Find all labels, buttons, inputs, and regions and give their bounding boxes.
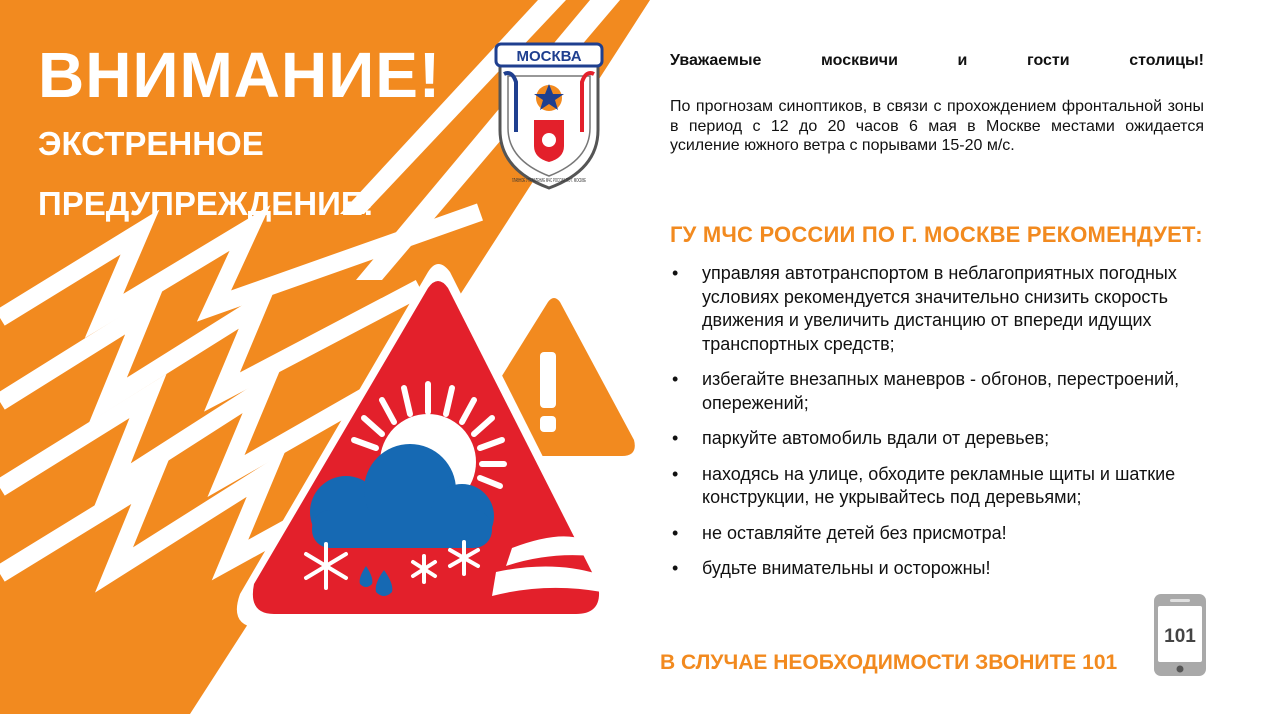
list-item	[670, 427, 1190, 451]
logo-banner-text: МОСКВА	[516, 48, 582, 65]
recommendations-title: ГУ МЧС РОССИИ ПО Г. МОСКВЕ РЕКОМЕНДУЕТ:	[670, 222, 1203, 247]
greeting-word: Уважаемые	[670, 52, 762, 69]
forecast-paragraph: По прогнозам синоптиков, в связи с прохождением фронтальной зоны в период с 12 до 20 часов 6 мая в Москве местами ожидается усиление южного ветра с порывами 15-20 м/с.	[670, 98, 1204, 154]
warning-heading: ПРЕДУПРЕЖДЕНИЕ!	[38, 185, 374, 222]
greeting-word: москвичи	[821, 52, 898, 69]
mchs-emblem-logo	[494, 42, 604, 192]
headline-block	[38, 40, 441, 230]
list-item	[670, 368, 1190, 415]
recommendations-list	[670, 262, 1190, 593]
logo-ring-text: ГЛАВНОЕ УПРАВЛЕНИЕ МЧС РОССИИ ПО Г. МОСКВЕ	[512, 178, 587, 184]
list-item-text: будьте внимательны и осторожны!	[702, 558, 991, 578]
list-item-text: не оставляйте детей без присмотра!	[702, 522, 1007, 543]
greeting-line	[670, 52, 1204, 70]
bullet-icon: •	[672, 369, 679, 389]
bullet-icon: •	[672, 558, 679, 578]
list-item-text: находясь на улице, обходите рекламные щиты и шаткие конструкции, не укрывайтесь под деревьями;	[702, 463, 1176, 507]
bullet-icon: •	[672, 463, 679, 484]
list-item-text: паркуйте автомобиль вдали от деревьев;	[702, 428, 1050, 448]
bullet-icon: •	[672, 522, 679, 543]
mobile-phone-icon	[1153, 593, 1207, 677]
emergency-heading: ЭКСТРЕННОЕ	[38, 125, 264, 162]
phone-number: 101	[1164, 626, 1196, 647]
list-item	[670, 557, 1190, 581]
attention-heading: ВНИМАНИЕ!	[38, 39, 442, 111]
greeting-word: столицы!	[1129, 52, 1204, 69]
list-item-text: управляя автотранспортом в неблагоприятных погодных условиях рекомендуется значительно снизить скорость движения и увеличить дистанцию от впереди идущих транспортных средств;	[702, 263, 1177, 354]
list-item	[670, 463, 1190, 510]
call-to-action: В СЛУЧАЕ НЕОБХОДИМОСТИ ЗВОНИТЕ 101	[660, 651, 1118, 674]
bullet-icon: •	[672, 428, 679, 448]
list-item	[670, 522, 1190, 546]
list-item-text: избегайте внезапных маневров - обгонов, перестроений, опережений;	[702, 369, 1180, 413]
bullet-icon: •	[672, 263, 679, 283]
greeting-word: и	[957, 52, 968, 69]
greeting-word: гости	[1027, 52, 1070, 69]
list-item	[670, 262, 1190, 356]
